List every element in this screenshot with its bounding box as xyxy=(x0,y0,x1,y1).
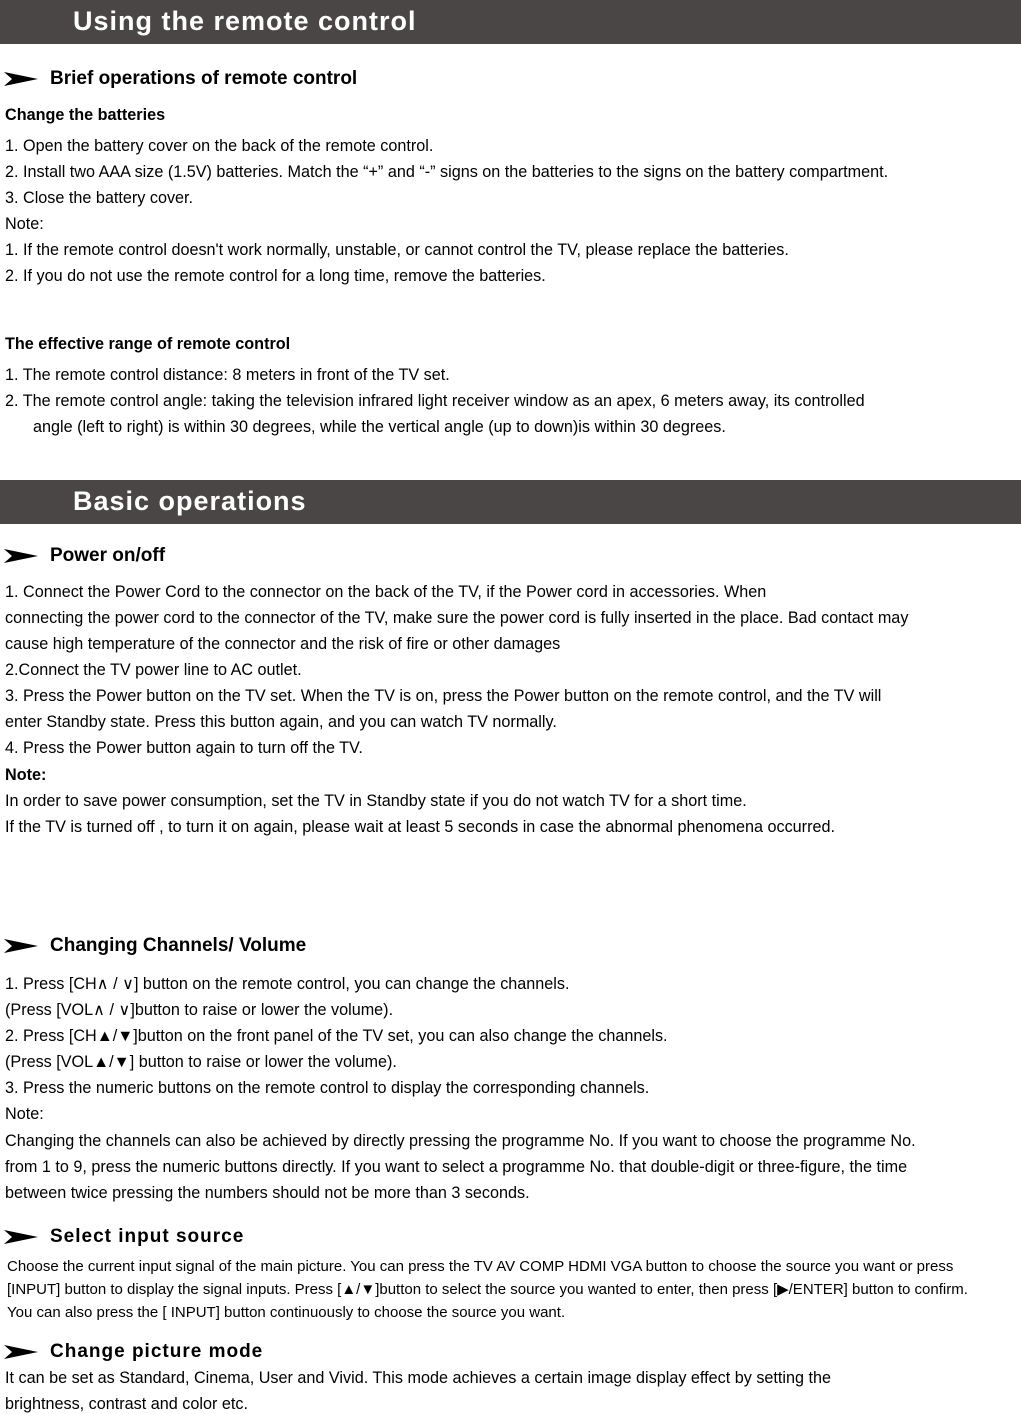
subsection-input xyxy=(4,1226,244,1248)
text-line: 2. The remote control angle: taking the television infrared light receiver window as an apex, 6 meters away, its controlled xyxy=(5,392,865,410)
text-line: 1. Press [CH∧ / ∨] button on the remote control, you can change the channels. xyxy=(5,975,570,993)
text-line: 2. If you do not use the remote control for a long time, remove the batteries. xyxy=(5,267,546,285)
text-line: 3. Close the battery cover. xyxy=(5,189,194,207)
subsection-power xyxy=(4,545,165,567)
arrow-icon xyxy=(4,1343,40,1361)
range-title: The effective range of remote control xyxy=(5,335,291,353)
text-line: 2. Press [CH▲/▼]button on the front panel of the TV set, you can also change the channels. xyxy=(5,1027,668,1045)
arrow-icon xyxy=(4,1228,40,1246)
text-line: Changing the channels can also be achieved by directly pressing the programme No. If you want to choose the programme No. xyxy=(5,1132,916,1150)
batteries-title: Change the batteries xyxy=(5,106,166,124)
text-line: (Press [VOL▲/▼] button to raise or lower the volume). xyxy=(5,1053,397,1071)
subsection-title: Change picture mode xyxy=(50,1341,264,1362)
text-line: You can also press the [ INPUT] button continuously to choose the source you want. xyxy=(7,1304,566,1321)
text-line: 1. Open the battery cover on the back of the remote control. xyxy=(5,137,434,155)
text-line: 3. Press the Power button on the TV set. When the TV is on, press the Power button on the remote control, and the TV will xyxy=(5,687,882,705)
text-line: brightness, contrast and color etc. xyxy=(5,1395,248,1413)
text-line: It can be set as Standard, Cinema, User and Vivid. This mode achieves a certain image display effect by setting the xyxy=(5,1369,832,1387)
note-label: Note: xyxy=(5,766,47,784)
subsection-title: Brief operations of remote control xyxy=(50,68,358,89)
text-line: 2.Connect the TV power line to AC outlet. xyxy=(5,661,302,679)
text-line: connecting the power cord to the connector of the TV, make sure the power cord is fully inserted in the place. Bad contact may xyxy=(5,609,909,627)
text-line: (Press [VOL∧ / ∨]button to raise or lower the volume). xyxy=(5,1001,394,1019)
header-title: Basic operations xyxy=(73,486,307,516)
text-line: enter Standby state. Press this button again, and you can watch TV normally. xyxy=(5,713,557,731)
text-line: If the TV is turned off , to turn it on again, please wait at least 5 seconds in case the abnormal phenomena occurred. xyxy=(5,818,835,836)
arrow-icon xyxy=(4,70,40,88)
text-line: 1. If the remote control doesn't work normally, unstable, or cannot control the TV, please replace the batteries. xyxy=(5,241,789,259)
text-line: between twice pressing the numbers should not be more than 3 seconds. xyxy=(5,1184,530,1202)
text-line: 4. Press the Power button again to turn off the TV. xyxy=(5,739,363,757)
text-line: [INPUT] button to display the signal inputs. Press [▲/▼]button to select the source you wanted to enter, then press [▶/ENTER] button to confirm. xyxy=(7,1281,968,1298)
arrow-icon xyxy=(4,937,40,955)
section-header-remote xyxy=(0,0,1021,44)
subsection-title: Select input source xyxy=(50,1226,245,1247)
note-label: Note: xyxy=(5,1105,44,1123)
subsection-brief xyxy=(4,68,357,90)
section-header-basic xyxy=(0,480,1021,524)
text-line: 2. Install two AAA size (1.5V) batteries. Match the “+” and “-” signs on the batteries to the signs on the battery compartment. xyxy=(5,163,889,181)
header-title: Using the remote control xyxy=(73,6,417,36)
subsection-title: Power on/off xyxy=(50,545,166,566)
text-line: In order to save power consumption, set the TV in Standby state if you do not watch TV for a short time. xyxy=(5,792,747,810)
subsection-channels xyxy=(4,935,306,957)
text-line: from 1 to 9, press the numeric buttons directly. If you want to select a programme No. that double-digit or three-figure, the time xyxy=(5,1158,908,1176)
subsection-picture xyxy=(4,1341,263,1363)
text-line: angle (left to right) is within 30 degrees, while the vertical angle (up to down)is within 30 degrees. xyxy=(33,418,726,436)
text-line: cause high temperature of the connector and the risk of fire or other damages xyxy=(5,635,561,653)
subsection-title: Changing Channels/ Volume xyxy=(50,935,307,956)
text-line: Choose the current input signal of the main picture. You can press the TV AV COMP HDMI VGA button to choose the source you want or press xyxy=(7,1258,954,1275)
note-label: Note: xyxy=(5,215,44,233)
text-line: 1. The remote control distance: 8 meters in front of the TV set. xyxy=(5,366,450,384)
text-line: 3. Press the numeric buttons on the remote control to display the corresponding channels. xyxy=(5,1079,650,1097)
arrow-icon xyxy=(4,547,40,565)
text-line: 1. Connect the Power Cord to the connector on the back of the TV, if the Power cord in accessories. When xyxy=(5,583,767,601)
